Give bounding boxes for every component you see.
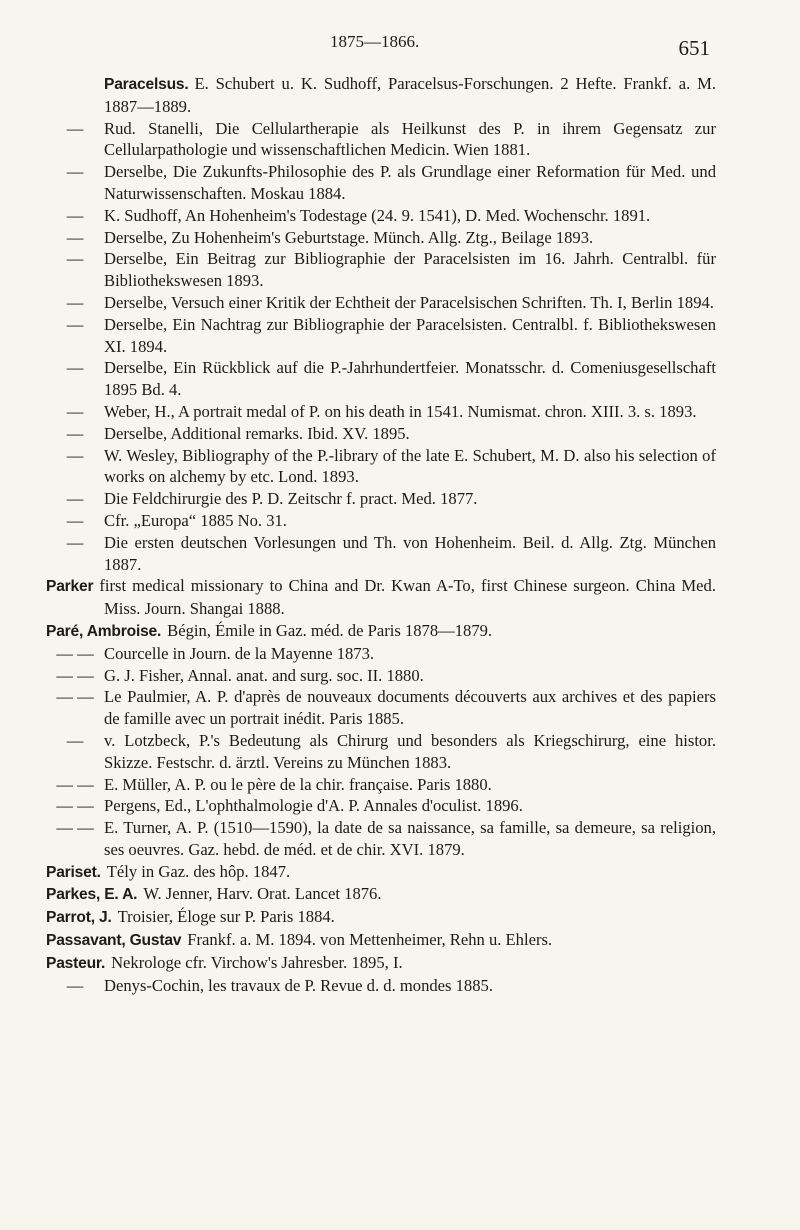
entry-dash: — xyxy=(66,292,84,312)
entry-text: Frankf. a. M. 1894. von Mettenheimer, Rehn u. Ehlers. xyxy=(187,930,553,950)
entry-text: Derselbe, Die Zukunfts-Philosophie des P. als Grundlage einer Reformation für Med. und Naturwissenschaften. Moskau 1884. xyxy=(104,162,716,203)
entry-dash: — xyxy=(66,445,84,465)
entry-author: Parkes, E. A. xyxy=(46,886,138,904)
entry-author: Paracelsus. xyxy=(104,76,189,93)
entry-text: Rud. Stanelli, Die Cellulartherapie als Heilkunst des P. in ihrem Gegensatz zur Cellularpathologie und wissenschaftlichen Medicin. Wien 1881. xyxy=(104,118,716,160)
list-item xyxy=(46,620,716,643)
running-header xyxy=(0,28,800,58)
list-item xyxy=(46,774,716,796)
entry-text: Tély in Gaz. des hôp. 1847. xyxy=(106,861,291,881)
entry-author: Parrot, J. xyxy=(46,909,112,927)
entry-dash: — xyxy=(66,423,84,443)
entry-dash: — — xyxy=(56,774,94,794)
entry-text: Cfr. „Europa“ 1885 No. 31. xyxy=(104,510,287,530)
entry-dash: — xyxy=(66,118,84,138)
entry-text: Pergens, Ed., L'ophthalmologie d'A. P. Annales d'oculist. 1896. xyxy=(104,796,523,816)
entry-dash: — — xyxy=(56,665,94,685)
list-item xyxy=(46,161,716,205)
entry-text: Nekrologe cfr. Virchow's Jahresber. 1895, I. xyxy=(111,952,403,972)
list-item xyxy=(46,488,716,510)
list-item xyxy=(46,357,716,401)
entry-text: W. Wesley, Bibliography of the P.-library of the late E. Schubert, M. D. also his selection of works on alchemy by etc. Lond. 1893. xyxy=(104,445,716,487)
list-item xyxy=(46,643,716,665)
list-item xyxy=(46,292,716,314)
entry-dash: — xyxy=(66,314,84,334)
entry-dash: — xyxy=(66,975,84,995)
entry-dash: — xyxy=(66,401,84,421)
entry-text: Courcelle in Journ. de la Mayenne 1873. xyxy=(104,643,375,663)
entry-dash: — xyxy=(66,358,84,378)
entry-text: Die ersten deutschen Vorlesungen und Th. von Hohenheim. Beil. d. Allg. Ztg. München 1887. xyxy=(104,532,716,574)
entry-text: Derselbe, Zu Hohenheim's Geburtstage. Münch. Allg. Ztg., Beilage 1893. xyxy=(104,227,594,247)
entry-dash: — xyxy=(66,249,84,269)
entry-dash: — xyxy=(66,510,84,530)
list-item xyxy=(46,227,716,249)
entry-text: E. Turner, A. P. (1510—1590), la date de sa naissance, sa famille, sa demeure, sa religion, ses oeuvres. Gaz. hebd. de méd. et de chir. XVI. 1879. xyxy=(104,818,716,859)
entry-dash: — — xyxy=(56,687,94,707)
entry-dash: — — xyxy=(56,643,94,663)
entry-text: Weber, H., A portrait medal of P. on his death in 1541. Numismat. chron. XIII. 3. s. 1893. xyxy=(104,401,697,421)
entry-text: E. Müller, A. P. ou le père de la chir. française. Paris 1880. xyxy=(104,774,492,794)
entry-text: G. J. Fisher, Annal. anat. and surg. soc. II. 1880. xyxy=(104,665,424,685)
entry-text: W. Jenner, Harv. Orat. Lancet 1876. xyxy=(143,884,382,904)
entry-text: Denys-Cochin, les travaux de P. Revue d. d. mondes 1885. xyxy=(104,975,493,995)
entry-text: E. Schubert u. K. Sudhoff, Paracelsus-Forschungen. 2 Hefte. Frankf. a. M. 1887—1889. xyxy=(104,74,716,116)
list-item xyxy=(46,883,716,906)
entry-dash: — xyxy=(66,205,84,225)
list-item xyxy=(46,401,716,423)
list-item xyxy=(46,795,716,817)
entry-dash: — xyxy=(66,162,84,182)
list-item xyxy=(46,665,716,687)
list-item xyxy=(46,423,716,445)
entry-text: Derselbe, Ein Beitrag zur Bibliographie der Paracelsisten im 16. Jahrh. Centralbl. für Bibliothekswesen 1893. xyxy=(104,249,716,291)
entry-dash: — xyxy=(66,227,84,247)
list-item xyxy=(46,686,716,730)
entry-text: Troisier, Éloge sur P. Paris 1884. xyxy=(117,907,335,927)
entry-author: Paré, Ambroise. xyxy=(46,622,162,640)
list-item xyxy=(46,73,716,118)
list-item xyxy=(46,861,716,884)
entry-dash: — xyxy=(66,532,84,552)
list-item xyxy=(46,314,716,358)
list-item xyxy=(46,952,716,975)
list-item xyxy=(46,730,716,774)
list-item xyxy=(46,445,716,489)
entry-text: K. Sudhoff, An Hohenheim's Todestage (24. 9. 1541), D. Med. Wochenschr. 1891. xyxy=(104,205,651,225)
entry-text: Die Feldchirurgie des P. D. Zeitschr f. pract. Med. 1877. xyxy=(104,489,478,509)
entry-text: Derselbe, Versuch einer Kritik der Echtheit der Paracelsischen Schriften. Th. I, Berlin 1894. xyxy=(104,292,714,312)
entry-author: Parker xyxy=(46,578,94,596)
entry-dash: — — xyxy=(56,818,94,838)
entry-text: Derselbe, Additional remarks. Ibid. XV. 1895. xyxy=(104,423,410,443)
entry-text: Derselbe, Ein Rückblick auf die P.-Jahrhundertfeier. Monatsschr. d. Comeniusgesellschaft 1895 Bd. 4. xyxy=(104,358,716,400)
list-item xyxy=(46,575,716,620)
entry-author: Passavant, Gustav xyxy=(46,932,182,950)
entry-dash: — xyxy=(66,489,84,509)
entry-dash: — xyxy=(66,730,84,750)
entry-text: first medical missionary to China and Dr. Kwan A-To, first Chinese surgeon. China Med. Miss. Journ. Shangai 1888. xyxy=(99,576,716,619)
entry-text: Bégin, Émile in Gaz. méd. de Paris 1878—1879. xyxy=(167,620,493,640)
list-item xyxy=(46,118,716,162)
list-item xyxy=(46,906,716,929)
list-item xyxy=(46,975,716,997)
list-item xyxy=(46,532,716,576)
list-item xyxy=(46,929,716,952)
list-item xyxy=(46,205,716,227)
entry-author: Pasteur. xyxy=(46,954,106,972)
bibliography-list xyxy=(46,73,716,996)
page-range: 1875—1866. xyxy=(330,32,420,51)
list-item xyxy=(46,817,716,861)
entry-text: Derselbe, Ein Nachtrag zur Bibliographie der Paracelsisten. Centralbl. f. Bibliothekswesen XI. 1894. xyxy=(104,314,716,356)
page-number: 651 xyxy=(678,36,710,60)
entry-text: Le Paulmier, A. P. d'après de nouveaux documents découverts aux archives et des papiers de famille avec un portrait inédit. Paris 1885. xyxy=(104,687,716,729)
list-item xyxy=(46,248,716,292)
list-item xyxy=(46,510,716,532)
entry-dash: — — xyxy=(56,796,94,816)
entry-author: Pariset. xyxy=(46,863,101,881)
entry-text: v. Lotzbeck, P.'s Bedeutung als Chirurg und besonders als Kriegschirurg, eine histor. Skizze. Festschr. d. ärztl. Vereins zu München 1883. xyxy=(104,730,716,772)
